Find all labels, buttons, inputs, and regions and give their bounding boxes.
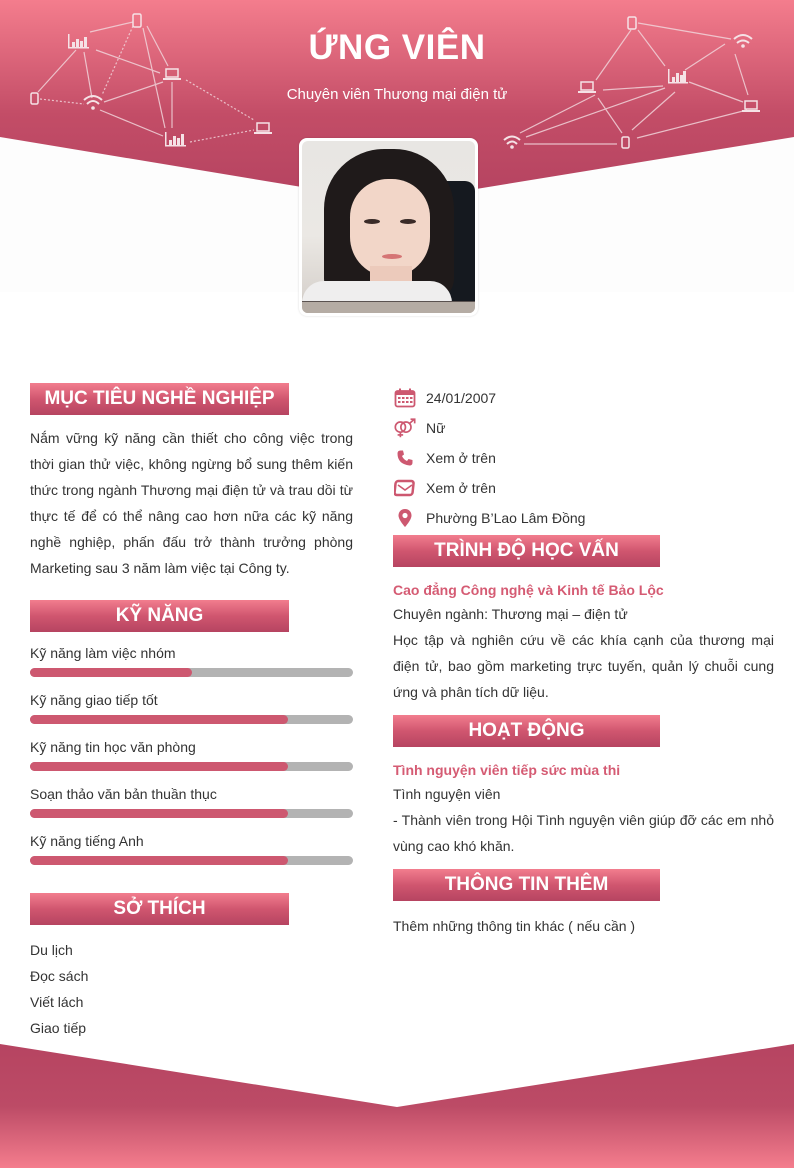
skill-bar-track	[30, 809, 353, 818]
location-pin-icon	[393, 507, 417, 529]
email-value: Xem ở trên	[426, 480, 496, 496]
additional-info-text: Thêm những thông tin khác ( nếu cần )	[393, 918, 636, 934]
activity-role: Tình nguyện viên	[393, 786, 501, 802]
footer-banner	[0, 1040, 794, 1168]
candidate-position: Chuyên viên Thương mại điện tử	[286, 86, 508, 103]
gender-icon	[393, 417, 417, 439]
skill-item	[30, 785, 353, 818]
photo-image	[302, 141, 475, 313]
contact-email	[393, 473, 774, 503]
candidate-name: ỨNG VIÊN	[308, 28, 486, 67]
contact-info	[393, 383, 774, 533]
skill-bar-track	[30, 762, 353, 771]
right-column	[393, 383, 774, 939]
candidate-photo	[299, 138, 478, 316]
left-column	[30, 383, 353, 1041]
skill-label: Kỹ năng giao tiếp tốt	[30, 692, 158, 708]
email-icon	[393, 477, 417, 499]
activities-heading: HOẠT ĐỘNG	[393, 715, 660, 747]
address-value: Phường B’Lao Lâm Đồng	[426, 510, 586, 526]
phone-icon	[393, 447, 417, 469]
skill-bar-fill	[30, 715, 288, 724]
gender-value: Nữ	[426, 420, 446, 436]
hobby-item: Du lịch	[30, 942, 73, 958]
contact-address	[393, 503, 774, 533]
hobby-item: Đọc sách	[30, 968, 89, 984]
hobbies-heading: SỞ THÍCH	[30, 893, 289, 925]
education-description: Học tập và nghiên cứu về các khía cạnh của thương mại điện tử, bao gồm marketing trực tuyến, quản lý chuỗi cung ứng và phân tích dữ liệu.	[393, 632, 774, 700]
skill-bar-track	[30, 668, 353, 677]
skill-bar-fill	[30, 762, 288, 771]
career-objective-text: Nắm vững kỹ năng cần thiết cho công việc trong thời gian thử việc, không ngừng bổ sung thêm kiến thức trong ngành Thương mại điện tử và trau dồi từ thực tế để có thể nâng cao hơn nữa các kỹ năng nghề nghiệp, phấn đấu trở thành trưởng phòng Marketing sau 3 năm làm việc tại Công ty.	[30, 430, 353, 576]
hobby-item: Giao tiếp	[30, 1020, 87, 1036]
skill-item	[30, 644, 353, 677]
skill-item	[30, 832, 353, 865]
skill-bar-fill	[30, 668, 192, 677]
skill-label: Kỹ năng tin học văn phòng	[30, 739, 196, 755]
education-school: Cao đẳng Công nghệ và Kinh tế Bảo Lộc	[393, 582, 664, 598]
skills-list	[30, 644, 353, 865]
phone-value: Xem ở trên	[426, 450, 496, 466]
calendar-icon	[393, 387, 417, 409]
education-major: Chuyên ngành: Thương mại – điện tử	[393, 606, 628, 622]
additional-info-heading: THÔNG TIN THÊM	[393, 869, 660, 901]
hobbies-list	[30, 937, 353, 1041]
education-heading: TRÌNH ĐỘ HỌC VẤN	[393, 535, 660, 567]
skill-bar-fill	[30, 856, 288, 865]
birthdate-value: 24/01/2007	[426, 390, 497, 406]
hobby-item: Viết lách	[30, 994, 84, 1010]
skill-bar-track	[30, 856, 353, 865]
skill-bar-track	[30, 715, 353, 724]
activity-name: Tình nguyện viên tiếp sức mùa thi	[393, 762, 621, 778]
skill-label: Kỹ năng làm việc nhóm	[30, 645, 176, 661]
contact-gender	[393, 413, 774, 443]
skill-label: Kỹ năng tiếng Anh	[30, 833, 144, 849]
skill-bar-fill	[30, 809, 288, 818]
skill-label: Soạn thảo văn bản thuần thục	[30, 786, 217, 802]
network-decoration-left	[0, 0, 290, 160]
skills-heading: KỸ NĂNG	[30, 600, 289, 632]
career-objective-heading: MỤC TIÊU NGHỀ NGHIỆP	[30, 383, 289, 415]
network-decoration-right	[495, 0, 794, 160]
skill-item	[30, 691, 353, 724]
skill-item	[30, 738, 353, 771]
contact-phone	[393, 443, 774, 473]
activity-description: - Thành viên trong Hội Tình nguyện viên giúp đỡ các em nhỏ vùng cao khó khăn.	[393, 812, 774, 854]
contact-birthdate	[393, 383, 774, 413]
